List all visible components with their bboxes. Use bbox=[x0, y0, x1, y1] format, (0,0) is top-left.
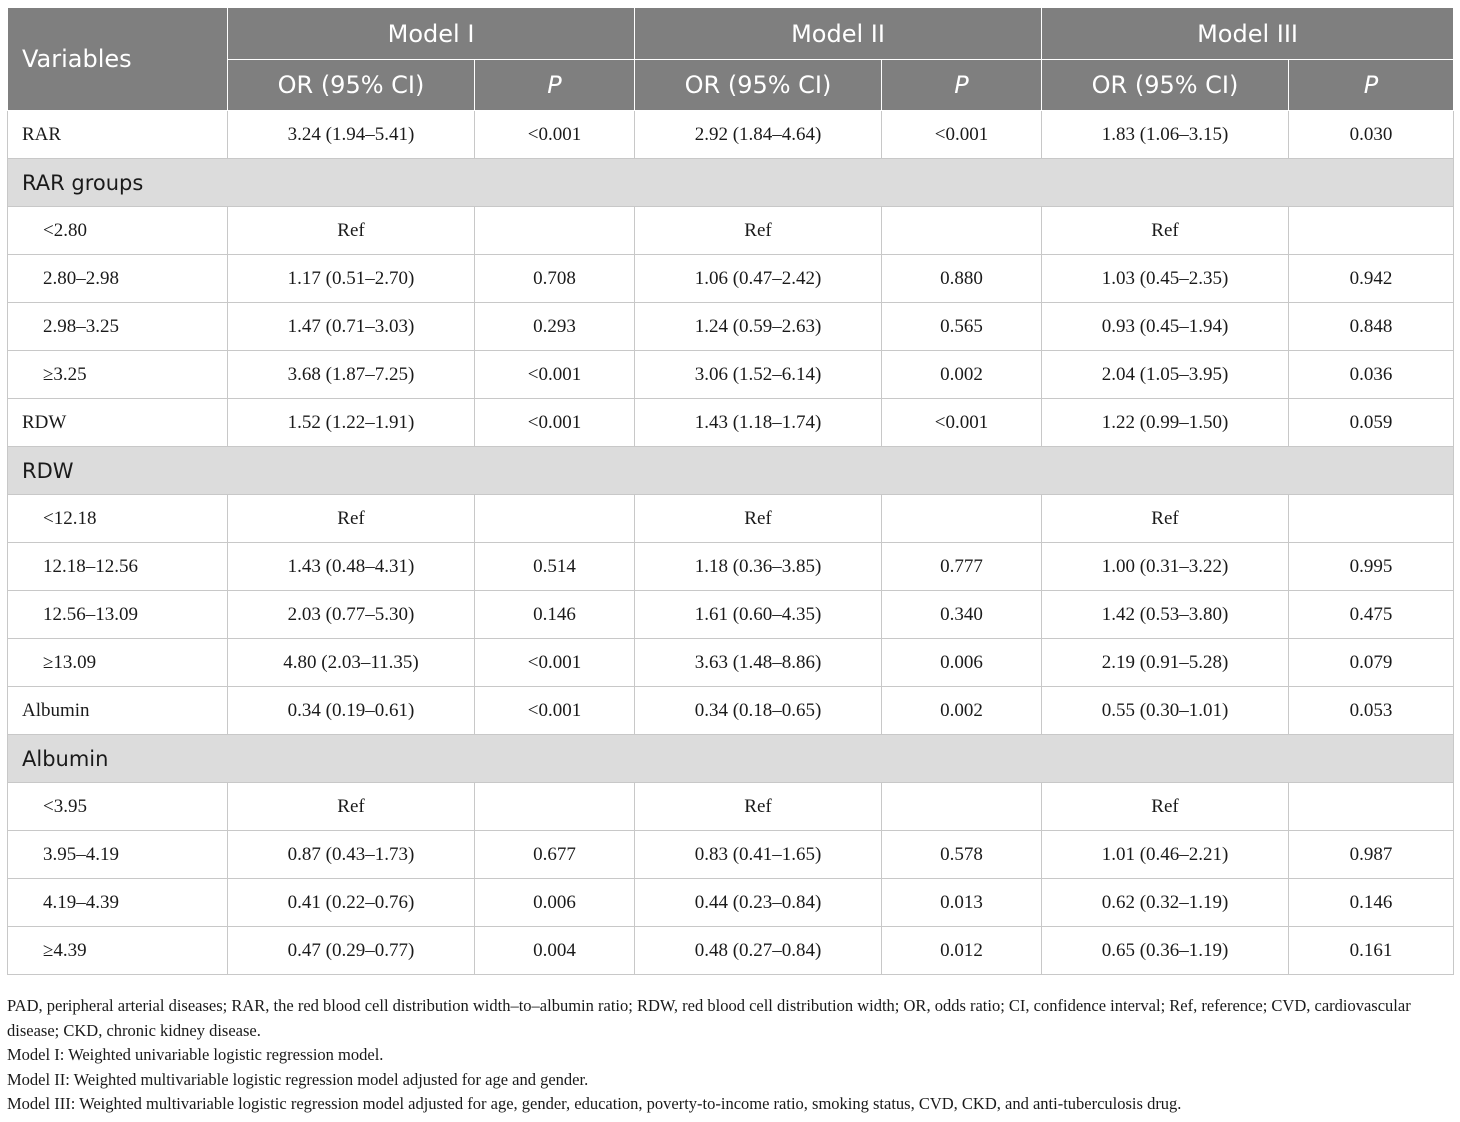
p-value-cell: <0.001 bbox=[882, 399, 1042, 447]
abbreviations-note: PAD, peripheral arterial diseases; RAR, the red blood cell distribution width–to–albumin ratio; RDW, red blood cell distribution width; OR, odds ratio; CI, confidence interval; Ref, reference; CVD, cardiovascular disease; CKD, chronic kidney disease. bbox=[7, 996, 1411, 1040]
model-i-note: Model I: Weighted univariable logistic regression model. bbox=[7, 1045, 384, 1064]
p-value-cell bbox=[882, 783, 1042, 831]
or-ci-header: OR (95% CI) bbox=[228, 60, 475, 111]
p-value-cell: 0.995 bbox=[1289, 543, 1454, 591]
or-ci-cell: 2.04 (1.05–3.95) bbox=[1042, 351, 1289, 399]
results-table bbox=[7, 8, 1454, 975]
p-header: P bbox=[882, 60, 1042, 111]
table-body bbox=[8, 111, 1454, 975]
row-label: ≥13.09 bbox=[8, 639, 228, 687]
or-ci-cell: 1.52 (1.22–1.91) bbox=[228, 399, 475, 447]
or-ci-cell: Ref bbox=[1042, 495, 1289, 543]
or-ci-cell: 0.48 (0.27–0.84) bbox=[635, 927, 882, 975]
or-ci-cell: 4.80 (2.03–11.35) bbox=[228, 639, 475, 687]
row-label: Albumin bbox=[8, 687, 228, 735]
or-ci-cell: 0.87 (0.43–1.73) bbox=[228, 831, 475, 879]
table-row bbox=[8, 111, 1454, 159]
or-ci-cell: 0.41 (0.22–0.76) bbox=[228, 879, 475, 927]
table-row bbox=[8, 831, 1454, 879]
or-ci-cell: 0.83 (0.41–1.65) bbox=[635, 831, 882, 879]
p-value-cell: 0.002 bbox=[882, 351, 1042, 399]
group-label: Albumin bbox=[8, 735, 1454, 783]
table-row bbox=[8, 927, 1454, 975]
row-label: <12.18 bbox=[8, 495, 228, 543]
p-value-cell bbox=[475, 207, 635, 255]
p-value-cell: 0.880 bbox=[882, 255, 1042, 303]
or-ci-header: OR (95% CI) bbox=[1042, 60, 1289, 111]
row-label: 2.80–2.98 bbox=[8, 255, 228, 303]
p-value-cell: 0.079 bbox=[1289, 639, 1454, 687]
table-row bbox=[8, 783, 1454, 831]
or-ci-cell: 2.92 (1.84–4.64) bbox=[635, 111, 882, 159]
model-ii-header: Model II bbox=[635, 8, 1042, 60]
row-label: 3.95–4.19 bbox=[8, 831, 228, 879]
p-value-cell: 0.013 bbox=[882, 879, 1042, 927]
row-label: <2.80 bbox=[8, 207, 228, 255]
p-value-cell bbox=[882, 207, 1042, 255]
table-row bbox=[8, 591, 1454, 639]
p-value-cell: 0.578 bbox=[882, 831, 1042, 879]
p-value-cell: 0.146 bbox=[1289, 879, 1454, 927]
or-ci-header: OR (95% CI) bbox=[635, 60, 882, 111]
or-ci-cell: 1.22 (0.99–1.50) bbox=[1042, 399, 1289, 447]
table-footnotes bbox=[7, 994, 1453, 1117]
p-value-cell: 0.059 bbox=[1289, 399, 1454, 447]
model-i-header: Model I bbox=[228, 8, 635, 60]
p-value-cell: 0.161 bbox=[1289, 927, 1454, 975]
or-ci-cell: Ref bbox=[1042, 783, 1289, 831]
or-ci-cell: Ref bbox=[228, 783, 475, 831]
p-value-cell: 0.514 bbox=[475, 543, 635, 591]
row-label: 12.56–13.09 bbox=[8, 591, 228, 639]
or-ci-cell: 2.19 (0.91–5.28) bbox=[1042, 639, 1289, 687]
table-row bbox=[8, 399, 1454, 447]
p-value-cell bbox=[475, 783, 635, 831]
row-label: ≥3.25 bbox=[8, 351, 228, 399]
p-value-cell: 0.987 bbox=[1289, 831, 1454, 879]
or-ci-cell: 1.17 (0.51–2.70) bbox=[228, 255, 475, 303]
model-iii-header: Model III bbox=[1042, 8, 1454, 60]
group-label: RAR groups bbox=[8, 159, 1454, 207]
row-label: RDW bbox=[8, 399, 228, 447]
p-value-cell: <0.001 bbox=[475, 687, 635, 735]
row-label: 2.98–3.25 bbox=[8, 303, 228, 351]
p-value-cell: 0.708 bbox=[475, 255, 635, 303]
group-row bbox=[8, 735, 1454, 783]
or-ci-cell: 1.06 (0.47–2.42) bbox=[635, 255, 882, 303]
model-iii-note: Model III: Weighted multivariable logistic regression model adjusted for age, gender, education, poverty-to-income ratio, smoking status, CVD, CKD, and anti-tuberculosis drug. bbox=[7, 1094, 1182, 1113]
or-ci-cell: 1.43 (1.18–1.74) bbox=[635, 399, 882, 447]
or-ci-cell: 1.43 (0.48–4.31) bbox=[228, 543, 475, 591]
table-row bbox=[8, 255, 1454, 303]
variables-header: Variables bbox=[8, 8, 228, 111]
or-ci-cell: 1.61 (0.60–4.35) bbox=[635, 591, 882, 639]
table-row bbox=[8, 495, 1454, 543]
p-value-cell: 0.848 bbox=[1289, 303, 1454, 351]
p-value-cell: 0.340 bbox=[882, 591, 1042, 639]
p-value-cell: 0.036 bbox=[1289, 351, 1454, 399]
or-ci-cell: 0.34 (0.19–0.61) bbox=[228, 687, 475, 735]
table-row bbox=[8, 351, 1454, 399]
group-row bbox=[8, 159, 1454, 207]
or-ci-cell: 0.44 (0.23–0.84) bbox=[635, 879, 882, 927]
table-row bbox=[8, 207, 1454, 255]
or-ci-cell: Ref bbox=[228, 207, 475, 255]
or-ci-cell: 1.47 (0.71–3.03) bbox=[228, 303, 475, 351]
p-value-cell: <0.001 bbox=[882, 111, 1042, 159]
or-ci-cell: 1.24 (0.59–2.63) bbox=[635, 303, 882, 351]
p-value-cell: 0.012 bbox=[882, 927, 1042, 975]
row-label: 4.19–4.39 bbox=[8, 879, 228, 927]
row-label: <3.95 bbox=[8, 783, 228, 831]
or-ci-cell: 2.03 (0.77–5.30) bbox=[228, 591, 475, 639]
p-value-cell: 0.030 bbox=[1289, 111, 1454, 159]
p-value-cell: 0.942 bbox=[1289, 255, 1454, 303]
p-header: P bbox=[1289, 60, 1454, 111]
table-row bbox=[8, 543, 1454, 591]
table-row bbox=[8, 687, 1454, 735]
or-ci-cell: 3.24 (1.94–5.41) bbox=[228, 111, 475, 159]
or-ci-cell: Ref bbox=[635, 495, 882, 543]
or-ci-cell: 0.55 (0.30–1.01) bbox=[1042, 687, 1289, 735]
or-ci-cell: 1.03 (0.45–2.35) bbox=[1042, 255, 1289, 303]
model-ii-note: Model II: Weighted multivariable logistic regression model adjusted for age and gender. bbox=[7, 1069, 589, 1089]
results-table-container bbox=[7, 8, 1453, 975]
p-value-cell: 0.004 bbox=[475, 927, 635, 975]
p-value-cell: 0.293 bbox=[475, 303, 635, 351]
group-row bbox=[8, 447, 1454, 495]
or-ci-cell: Ref bbox=[635, 207, 882, 255]
or-ci-cell: 0.34 (0.18–0.65) bbox=[635, 687, 882, 735]
p-value-cell: <0.001 bbox=[475, 351, 635, 399]
p-value-cell bbox=[882, 495, 1042, 543]
p-value-cell: 0.475 bbox=[1289, 591, 1454, 639]
or-ci-cell: 0.93 (0.45–1.94) bbox=[1042, 303, 1289, 351]
row-label: RAR bbox=[8, 111, 228, 159]
table-row bbox=[8, 303, 1454, 351]
group-label: RDW bbox=[8, 447, 1454, 495]
p-value-cell: <0.001 bbox=[475, 111, 635, 159]
p-value-cell: 0.677 bbox=[475, 831, 635, 879]
p-value-cell: <0.001 bbox=[475, 399, 635, 447]
p-value-cell: 0.006 bbox=[882, 639, 1042, 687]
or-ci-cell: 1.18 (0.36–3.85) bbox=[635, 543, 882, 591]
or-ci-cell: 3.06 (1.52–6.14) bbox=[635, 351, 882, 399]
or-ci-cell: 1.42 (0.53–3.80) bbox=[1042, 591, 1289, 639]
p-value-cell: 0.565 bbox=[882, 303, 1042, 351]
or-ci-cell: 3.63 (1.48–8.86) bbox=[635, 639, 882, 687]
p-header: P bbox=[475, 60, 635, 111]
row-label: 12.18–12.56 bbox=[8, 543, 228, 591]
p-value-cell: <0.001 bbox=[475, 639, 635, 687]
p-value-cell: 0.053 bbox=[1289, 687, 1454, 735]
or-ci-cell: 3.68 (1.87–7.25) bbox=[228, 351, 475, 399]
or-ci-cell: Ref bbox=[635, 783, 882, 831]
or-ci-cell: 1.83 (1.06–3.15) bbox=[1042, 111, 1289, 159]
p-value-cell bbox=[1289, 783, 1454, 831]
p-value-cell bbox=[475, 495, 635, 543]
table-header bbox=[8, 8, 1454, 111]
p-value-cell: 0.006 bbox=[475, 879, 635, 927]
or-ci-cell: Ref bbox=[228, 495, 475, 543]
p-value-cell: 0.146 bbox=[475, 591, 635, 639]
p-value-cell bbox=[1289, 495, 1454, 543]
p-value-cell: 0.777 bbox=[882, 543, 1042, 591]
p-value-cell: 0.002 bbox=[882, 687, 1042, 735]
or-ci-cell: 1.00 (0.31–3.22) bbox=[1042, 543, 1289, 591]
or-ci-cell: 0.65 (0.36–1.19) bbox=[1042, 927, 1289, 975]
p-value-cell bbox=[1289, 207, 1454, 255]
or-ci-cell: 1.01 (0.46–2.21) bbox=[1042, 831, 1289, 879]
or-ci-cell: 0.47 (0.29–0.77) bbox=[228, 927, 475, 975]
or-ci-cell: Ref bbox=[1042, 207, 1289, 255]
table-row bbox=[8, 879, 1454, 927]
or-ci-cell: 0.62 (0.32–1.19) bbox=[1042, 879, 1289, 927]
table-row bbox=[8, 639, 1454, 687]
row-label: ≥4.39 bbox=[8, 927, 228, 975]
